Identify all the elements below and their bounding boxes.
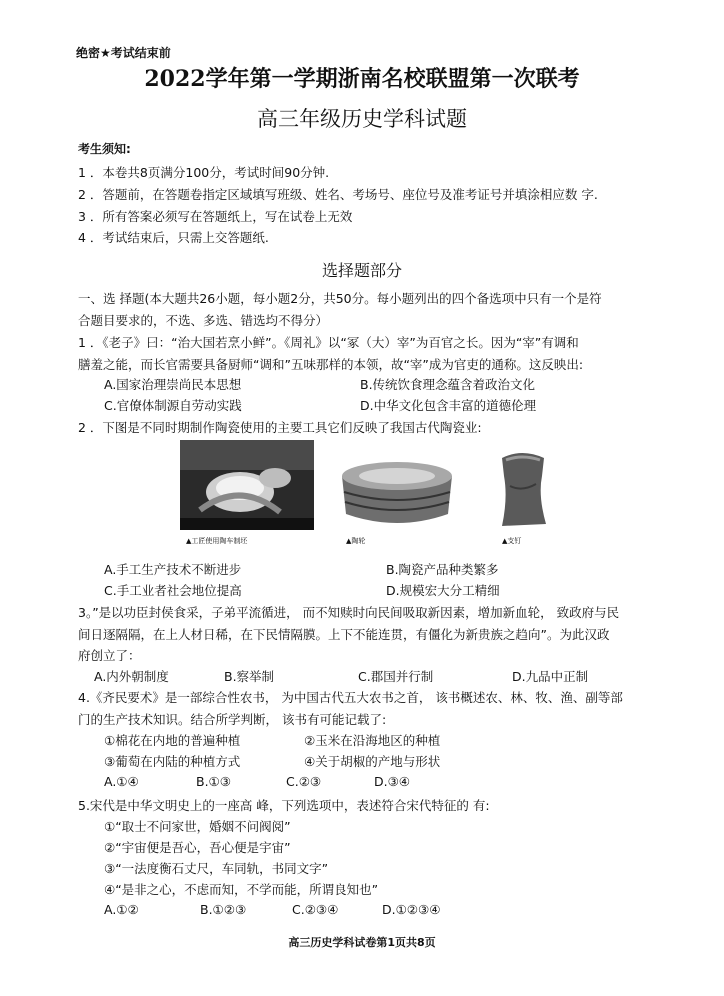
q2-option-b: B.陶瓷产品种类繁多 <box>386 562 499 577</box>
q2-option-d: D.规模宏大分工精细 <box>386 583 500 598</box>
q3-option-d: D.九品中正制 <box>512 669 589 684</box>
exam-subtitle: 高三年级历史学科试题 <box>257 107 467 131</box>
question-1-stem: 1 ．《老子》曰：“治大国若烹小鲜”。《周礼》以“冢（大）宰”为百官之长。因为“宰”有调和 <box>78 335 579 350</box>
pottery-wheel-photo <box>336 452 458 532</box>
notice-item: 1 ．本卷共8页满分100分，考试时间90分钟. <box>78 165 330 180</box>
q2-option-a: A.手工生产技术不断进步 <box>104 562 242 577</box>
question-4-stem: 门的生产技术知识。结合所学判断， 该书有可能记载了: <box>78 712 387 727</box>
q1-option-b: B.传统饮食理念蕴含着政治文化 <box>360 377 536 392</box>
q3-option-b: B.察举制 <box>224 669 275 684</box>
notice-item: 2 ．答题前，在答题卷指定区域填写班级、姓名、考场号、座位号及准考证号并填涂相应数 字. <box>78 187 598 202</box>
q4-option-a: A.①④ <box>104 774 139 789</box>
page-footer: 高三历史学科试卷第1页共8页 <box>288 936 436 949</box>
question-5-stem: 5.宋代是中华文明史上的一座高 峰，下列选项中，表述符合宋代特征的 有: <box>78 798 490 813</box>
q4-option-d: D.③④ <box>374 774 411 789</box>
q5-item: ④“是非之心，不虑而知，不学而能，所谓良知也” <box>104 882 379 897</box>
q4-option-c: C.②③ <box>286 774 322 789</box>
question-1-stem: 膳羞之能，而长官需要具备厨师“调和”五味那样的本领，故“宰”成为官吏的通称。这反映出: <box>78 357 584 372</box>
q1-option-a: A.国家治理崇尚民本思想 <box>104 377 242 392</box>
caption-potter: ▲工匠使用陶车制坯 <box>186 537 248 545</box>
question-3-stem: 府创立了： <box>78 648 141 663</box>
q4-item: ④关于胡椒的产地与形状 <box>304 754 441 769</box>
question-3-stem: 间日逐隔隔，在上人材日稀，在下民情隔膜。上下不能连贯，有僵化为新贵族之趋向”。为此汉政 <box>78 627 610 642</box>
q5-item: ①“取士不问家世，婚姻不问阀阅” <box>104 819 291 834</box>
q5-option-b: B.①②③ <box>200 902 247 917</box>
q4-option-b: B.①③ <box>196 774 231 789</box>
q5-option-a: A.①② <box>104 902 139 917</box>
exam-title: 2022学年第一学期浙南名校联盟第一次联考 <box>144 66 580 92</box>
q5-option-d: D.①②③④ <box>382 902 441 917</box>
notice-item: 3 ．所有答案必须写在答题纸上，写在试卷上无效 <box>78 209 353 224</box>
intro-line: 合题目要求的，不选、多选、错选均不得分） <box>78 313 329 328</box>
potter-wheel-photo <box>180 440 314 530</box>
question-2-stem: 2 ．下图是不同时期制作陶瓷使用的主要工具它们反映了我国古代陶瓷业: <box>78 420 482 435</box>
caption-nail: ▲支钉 <box>502 537 522 545</box>
q5-option-c: C.②③④ <box>292 902 339 917</box>
confidential-mark: 绝密★考试结束前 <box>76 46 171 60</box>
notice-item: 4 ．考试结束后，只需上交答题纸. <box>78 230 269 245</box>
q5-item: ③“一法度衡石丈尺，车同轨，书同文字” <box>104 861 329 876</box>
q4-item: ③葡萄在内陆的种植方式 <box>104 754 241 769</box>
q1-option-c: C.官僚体制源自劳动实践 <box>104 398 242 413</box>
question-4-stem: 4.《齐民要术》是一部综合性农书， 为中国古代五大农书之首， 该书概述农、林、牧、渔、副等部 <box>78 690 623 705</box>
intro-line: 一、选 择题(本大题共26小题，每小题2分，共50分。每小题列出的四个备选项中只有一个是符 <box>78 291 602 306</box>
q3-option-c: C.郡国并行制 <box>358 669 434 684</box>
caption-wheel: ▲陶轮 <box>346 537 366 545</box>
question-3-stem: 3。”是以功臣封侯食采，子弟平流循进， 而不知赎时向民间吸取新因素，增加新血轮， 致政府与民 <box>78 605 620 620</box>
q1-option-d: D.中华文化包含丰富的道德伦理 <box>360 398 537 413</box>
notice-heading: 考生须知: <box>78 142 131 156</box>
section-title: 选择题部分 <box>321 261 402 280</box>
q4-item: ②玉米在沿海地区的种植 <box>304 733 441 748</box>
q5-item: ②“宇宙便是吾心，吾心便是宇宙” <box>104 840 291 855</box>
q4-item: ①棉花在内地的普遍种植 <box>104 733 241 748</box>
support-nail-photo <box>492 446 554 532</box>
q2-option-c: C.手工业者社会地位提高 <box>104 583 242 598</box>
q3-option-a: A.内外朝制度 <box>94 669 169 684</box>
